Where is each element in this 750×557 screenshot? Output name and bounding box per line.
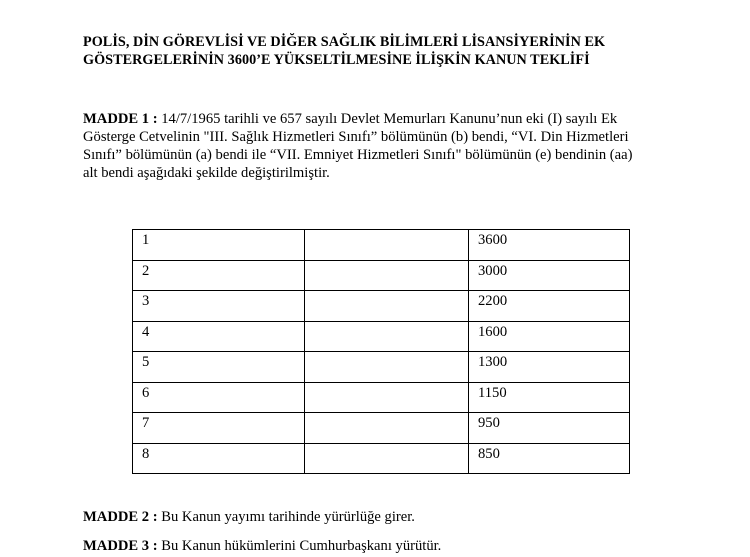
- table-row: [133, 413, 630, 444]
- document-title: [83, 33, 703, 69]
- title-line-2: GÖSTERGELERİNİN 3600’E YÜKSELTİLMESİNE İLİŞKİN KANUN TEKLİFİ: [83, 52, 590, 68]
- indicator-table: [132, 229, 630, 474]
- article-3-label: MADDE 3 :: [83, 538, 158, 554]
- degree-cell: 2: [133, 260, 305, 291]
- article-1: [83, 110, 693, 182]
- empty-cell: [305, 291, 469, 322]
- indicator-value-cell: 2200: [469, 291, 630, 322]
- empty-cell: [305, 413, 469, 444]
- article-1-label: MADDE 1 :: [83, 111, 158, 127]
- empty-cell: [305, 352, 469, 383]
- empty-cell: [305, 321, 469, 352]
- table-row: [133, 352, 630, 383]
- degree-cell: 8: [133, 443, 305, 474]
- article-1-line-4: alt bendi aşağıdaki şekilde değiştirilmiştir.: [83, 165, 330, 181]
- table-row: [133, 443, 630, 474]
- empty-cell: [305, 382, 469, 413]
- article-1-line-2: Gösterge Cetvelinin "III. Sağlık Hizmetleri Sınıfı” bölümünün (b) bendi, “VI. Din Hizmetleri: [83, 129, 629, 145]
- degree-cell: 7: [133, 413, 305, 444]
- article-1-line-1: [83, 110, 693, 128]
- article-3: [83, 537, 441, 555]
- empty-cell: [305, 230, 469, 261]
- indicator-value-cell: 3000: [469, 260, 630, 291]
- article-2-label: MADDE 2 :: [83, 509, 158, 525]
- degree-cell: 4: [133, 321, 305, 352]
- indicator-value-cell: 1150: [469, 382, 630, 413]
- indicator-value-cell: 950: [469, 413, 630, 444]
- article-1-line-3: Sınıfı” bölümünün (a) bendi ile “VII. Emniyet Hizmetleri Sınıfı" bölümünün (e) bendinin (aa): [83, 147, 633, 163]
- indicator-value-cell: 850: [469, 443, 630, 474]
- article-3-text: Bu Kanun hükümlerini Cumhurbaşkanı yürütür.: [157, 538, 442, 554]
- table-row: [133, 230, 630, 261]
- article-2: [83, 508, 415, 526]
- indicator-value-cell: 3600: [469, 230, 630, 261]
- degree-cell: 3: [133, 291, 305, 322]
- article-1-text-1: 14/7/1965 tarihli ve 657 sayılı Devlet Memurları Kanunu’nun eki (I) sayılı Ek: [157, 111, 618, 127]
- empty-cell: [305, 443, 469, 474]
- article-2-text: Bu Kanun yayımı tarihinde yürürlüğe girer.: [157, 509, 415, 525]
- table-row: [133, 382, 630, 413]
- indicator-value-cell: 1300: [469, 352, 630, 383]
- table-row: [133, 260, 630, 291]
- table-row: [133, 321, 630, 352]
- table-row: [133, 291, 630, 322]
- empty-cell: [305, 260, 469, 291]
- degree-cell: 6: [133, 382, 305, 413]
- degree-cell: 1: [133, 230, 305, 261]
- indicator-value-cell: 1600: [469, 321, 630, 352]
- degree-cell: 5: [133, 352, 305, 383]
- title-line-1: POLİS, DİN GÖREVLİSİ VE DİĞER SAĞLIK BİLİMLERİ LİSANSİYERİNİN EK: [83, 34, 606, 50]
